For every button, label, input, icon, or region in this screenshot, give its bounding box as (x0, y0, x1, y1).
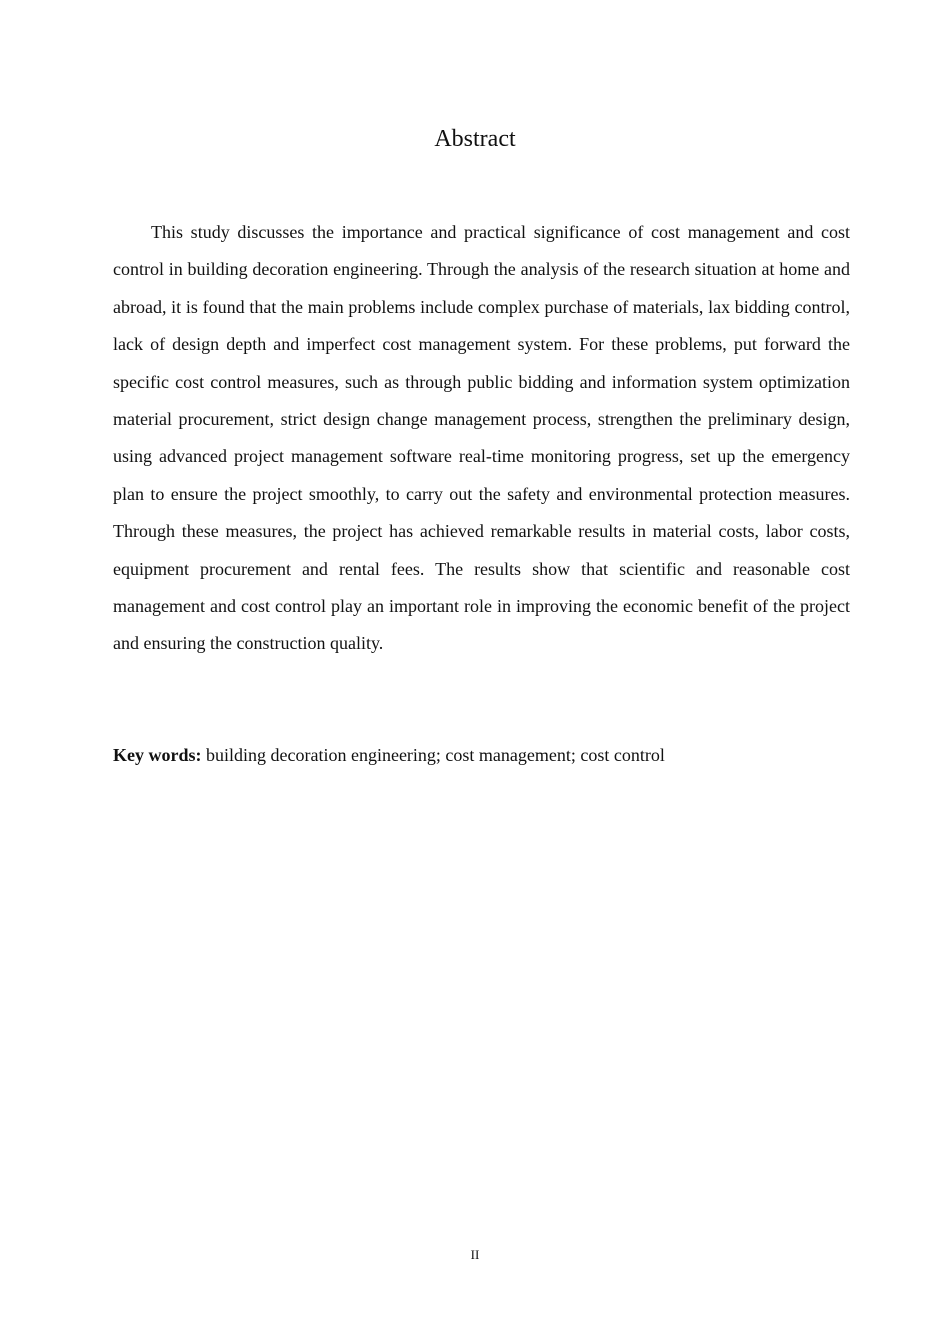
keywords-line (113, 737, 850, 774)
keywords-label: Key words: (113, 745, 202, 765)
page-number: II (470, 1247, 480, 1262)
abstract-paragraph: This study discusses the importance and practical significance of cost management and cost control in building decoration engineering. Through the analysis of the research situation at home and abroad, it is found that the main problems include complex purchase of materials, lax bidding control, lack of design depth and imperfect cost management system. For these problems, put forward the specific cost control measures, such as through public bidding and information system optimization material procurement, strict design change management process, strengthen the preliminary design, using advanced project management software real-time monitoring progress, set up the emergency plan to ensure the project smoothly, to carry out the safety and environmental protection measures. Through these measures, the project has achieved remarkable results in material costs, labor costs, equipment procurement and rental fees. The results show that scientific and reasonable cost management and cost control play an important role in improving the economic benefit of the project and ensuring the construction quality. (113, 222, 850, 654)
keywords-text: building decoration engineering; cost management; cost control (206, 745, 665, 765)
page-title: Abstract (434, 126, 516, 152)
